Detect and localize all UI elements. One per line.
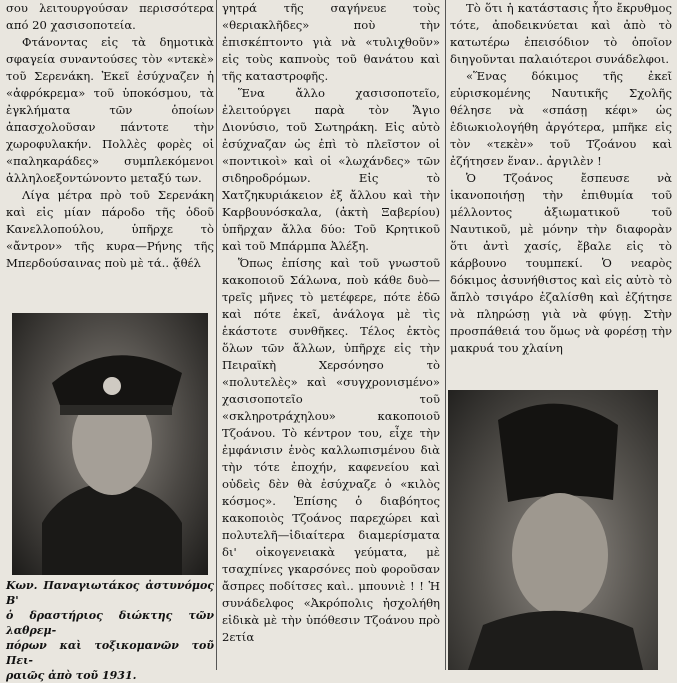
man-portrait-image (448, 390, 658, 670)
paragraph: «Ἕνας δόκιμος τῆς ἐκεῖ εὑρισκομένης Ναυτικῆς Σχολῆς θέλησε νὰ «σπάσῃ κέφι» ὡς ἐδιωκιολογήθη ἀργότερα, μπῆκε εἰς τὸν «τεκὲν» τοῦ Τζοάνου καὶ ἐζήτησεν ἕναν.. ἀργιλὲν ! (450, 69, 672, 168)
paragraph: γητρά τῆς σαγήνευε τοὺς «θεριακλῆδες» ποὺ τὴν ἐπισκέπτοντο γιὰ νὰ «τυλιχθοῦν» εἰς τοὺς καπνοὺς τοῦ θανάτου καὶ τῆς καταστροφῆς. (222, 1, 440, 83)
paragraph: Ὁ Τζοάνος ἔσπευσε νὰ ἱκανοποιήσῃ τὴν ἐπιθυμία τοῦ μέλλοντος ἀξιωματικοῦ τοῦ Ναυτικοῦ, μὲ μόνην τὴν διαφορὰν ὅτι ἀντὶ χασίς, ἔβαλε εἰς τὸ κάρβουνο τουμπεκί. Ὁ νεαρὸς δόκιμος ἀσυνήθιστος καὶ εἰς αὐτὸ τὸ ἄπλὸ τσιγάρο ἐζαλίσθη καὶ ἐζήτησε νὰ πληρώσῃ γιὰ νὰ φύγῃ. Στὴν προσπάθειά του ὅμως νὰ φορέσῃ τὴν μακρυά του χλαίνη (450, 171, 672, 355)
photo-caption (6, 578, 214, 683)
officer-portrait-image (12, 313, 208, 575)
paragraph: Ἕνα ἄλλο χασισοποτεῖο, ἐλειτούργει παρὰ τὸν Ἅγιο Διονύσιο, τοῦ Σωτηράκη. Εἰς αὐτὸ ἐσύχναζαν ὡς ἐπὶ τὸ πλεῖστον οἱ «ποντικοὶ» καὶ οἱ «λωχάνδες» τῶν σιδηροδρόμων. Εἰς τὸ Χατζηκυριάκειον ἐξ ἄλλου καὶ τὴν Καρβουνόσκαλα, (ἀκτὴ Ξαβερίου) ὑπῆρχαν ἄλλα δύο: Τοῦ Κρητικοῦ καὶ τοῦ Μπάρμπα Ἀλέξη. (222, 86, 440, 253)
paragraph: Τὸ ὅτι ἡ κατάστασις ἦτο ἔκρυθμος τότε, ἀποδεικνύεται καὶ ἀπὸ τὸ κατωτέρω ἐπεισόδιον τὸ ὁποῖον διηγοῦνται παλαιότεροι συνάδελφοι. (450, 1, 672, 66)
caption-line: πόρων καὶ τοξικομανῶν τοῦ Πει- (6, 639, 214, 667)
paragraph: σου λειτουργούσαν περισσότερα από 20 χασισοποτεία. (6, 1, 214, 32)
article-column-3 (450, 0, 672, 357)
column-rule-left (216, 0, 217, 670)
paragraph: Ὅπως ἐπίσης καὶ τοῦ γνωστοῦ κακοποιοῦ Σάλωνα, ποὺ κάθε δυὸ—τρεῖς μῆνες τὸ μετέφερε, πότε ἐδῶ καὶ πότε ἐκεῖ, ἀνάλογα μὲ τὶς ἑκάστοτε συνθῆκες. Τέλος ἐκτὸς ὅλων τῶν ἄλλων, ὑπῆρχε εἰς τὴν Πειραϊκὴ Χερσόνησο τὸ «πολυτελὲς» καὶ «συγχρονισμένο» χασισοποτεῖο τοῦ «σκληροτράχηλου» κακοποιοῦ Τζοάνου. Τὸ κέντρον του, εἶχε τὴν ἐμφάνισιν ἑνὸς καλλωπισμένου διὰ τὴν τότε ἐποχήν, καφενείου καὶ οὐδεὶς δὲν θὰ ἐσύχναζε ὁ «κιλὸς κόσμος». Ἐπίσης ὁ διαβόητος κακοποιὸς Τζοάνος παρεχώρει καὶ πολυτελῆ—ἰδιαίτερα διαμερίσματα δι' οἰκογενειακὰ γεύματα, μὲ τσαχπίνες γκαρσόνες ποὺ φοροῦσαν ἄσπρες ποδίτσες καὶ.. μπουνιὲ ! ! Ἡ συνάδελφος «Ἀκρόπολις ἠσχολήθη εἰδικὰ μὲ τὴν ὑπόθεσιν Τζοάνου πρὸ 2ετία (222, 256, 440, 644)
paragraph: Φτάνοντας εἰς τὰ δημοτικὰ σφαγεία συναντούσες τὸν «ντεκὲ» τοῦ Σερενάκη. Ἐκεῖ ἐσύχναζεν ἡ «ἀφρόκρεμα» τοῦ ὑποκόσμου, τὰ ἐγκλήματα τῶν ὁποίων ἀπασχολοῦσαν πάντοτε τὴν χωροφυλακήν. Πολλὲς φορὲς οἱ «παληκαράδες» συμπλεκόμενοι ἀλληλοεξοντώνοντο μεταξύ των. (6, 35, 214, 185)
portrait-photo-man (448, 390, 658, 670)
caption-line: ὁ δραστήριος διώκτης τῶν λαθρεμ- (6, 609, 214, 637)
caption-line: Κων. Παναγιωτάκος ἀστυνόμος Β' (6, 579, 214, 607)
column-rule-right (445, 0, 446, 670)
paragraph: Λίγα μέτρα πρὸ τοῦ Σερενάκη καὶ εἰς μίαν πάροδο τῆς ὁδοῦ Κανελλοπούλου, ὑπῆρχε τὸ «ἄντρον» τῆς κυρα—Ρήνης τῆς Μπερδούσαινας ποὺ μὲ τά.. ᾄθέλ (6, 188, 214, 270)
article-column-2 (222, 0, 440, 646)
caption-line: ραιῶς ἀπὸ τοῦ 1931. (6, 669, 137, 682)
portrait-photo-officer (12, 313, 208, 575)
article-column-1 (6, 0, 214, 272)
